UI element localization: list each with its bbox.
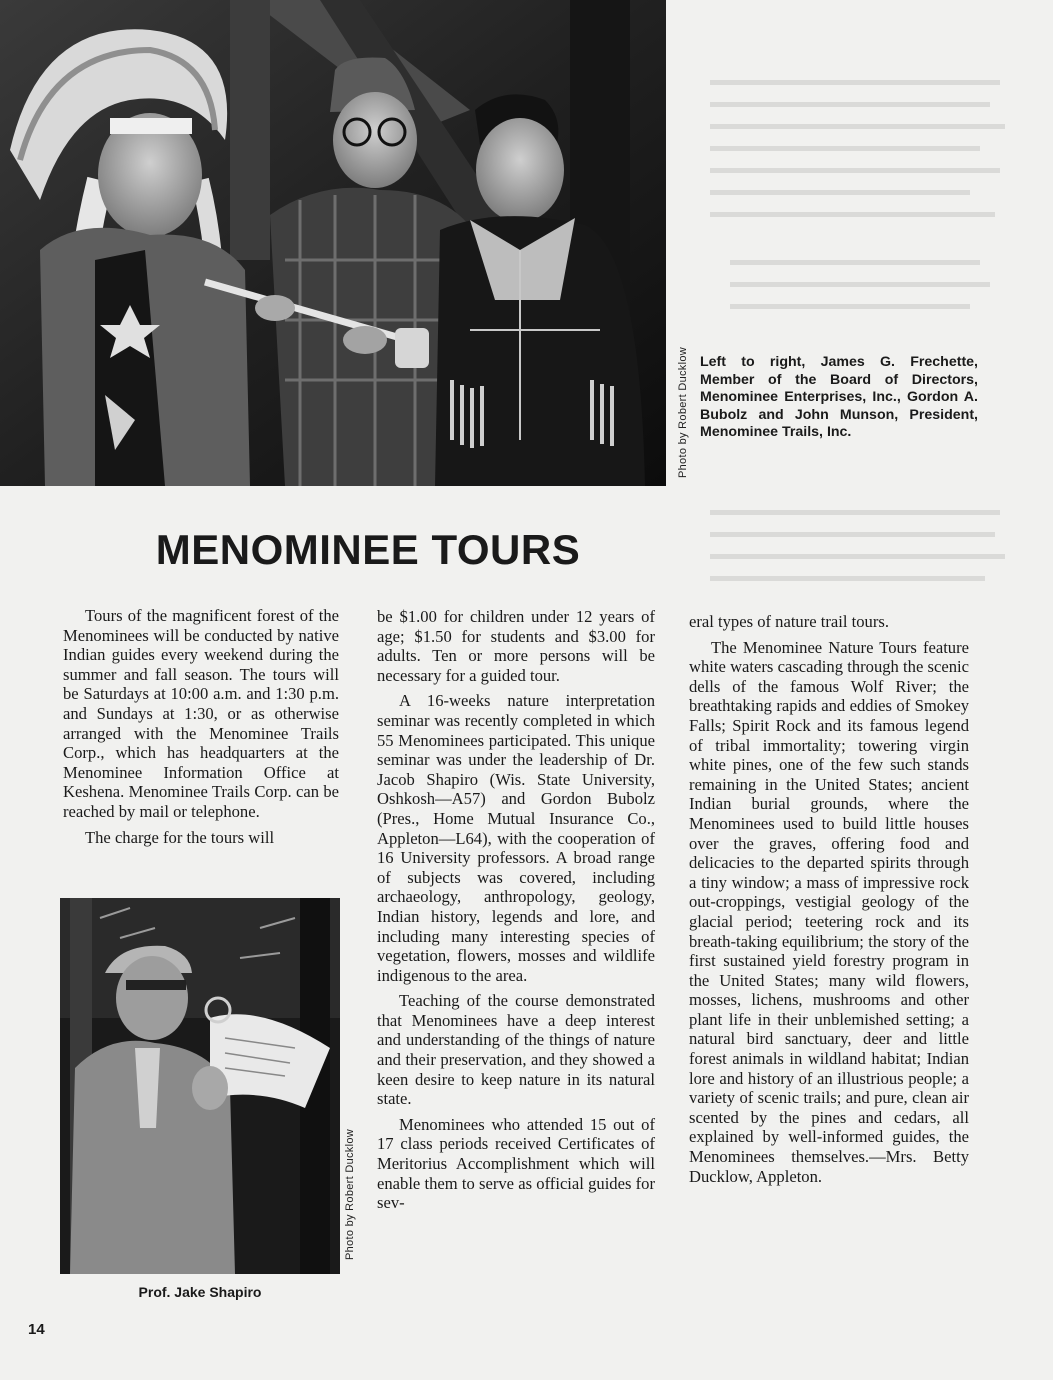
paragraph: Tours of the magnificent forest of the Menominees will be conducted by native Indian guides every weekend during the summer and fall season. The tours will be Saturdays at 10:00 a.m. and 1:30 p.m. and Sundays at 1:30, or as otherwise arranged with the Menominee Trails Corp., which has headquarters at the Menominee Information Office at Keshena. Menominee Trails Corp. can be reached by mail or telephone. — [63, 606, 339, 821]
article-column-2 — [377, 607, 655, 1219]
group-portrait-illustration — [0, 0, 666, 486]
paragraph: Menominees who attended 15 out of 17 class periods received Certificates of Meritorius Accomplishment which will enable them to serve as official guides for sev- — [377, 1114, 655, 1213]
paragraph: Teaching of the course demonstrated that Menominees have a deep interest and understanding of the things of nature and their preservation, and they showed a keen desire to keep nature in its natural state. — [377, 991, 655, 1109]
bottom-photo-caption: Prof. Jake Shapiro — [138, 1284, 262, 1300]
paragraph: be $1.00 for children under 12 years of age; $1.50 for students and $3.00 for adults. Ten or more persons will be necessary for a guided tour. — [377, 607, 655, 685]
bottom-photo — [60, 898, 340, 1274]
article-column-3 — [689, 612, 969, 1192]
paragraph: The charge for the tours will — [85, 827, 275, 847]
article-headline: MENOMINEE TOURS — [155, 526, 581, 573]
professor-portrait-illustration — [60, 898, 340, 1274]
paragraph: The Menominee Nature Tours feature white waters cascading through the scenic dells of the famous Wolf River; the breathtaking rapids and eddies of Smokey Falls; Spirit Rock and its famous legend of tribal immortality; towering virgin white pines, one of the few such stands remaining in the United States; ancient Indian burial grounds, where the Menominees used to build little houses over the graves, offering food and delicacies to the departed spirits through a tiny window; a mass of impressive rock out-croppings, vestigial geology of the glacial period; teetering rock and its breath-taking equilibrium; the story of the first sustained yield forestry program in the United States; many wild flowers, mosses, lichens, mushrooms and other plant life in their unblemished setting; a natural bird sanctuary, deer and little forest animals in wildland habitat; Indian lore and history of an illustrious people; a variety of scenic trails; and pure, clean air scented by the pines and cedars, all explained by well-informed guides, the Menominees themselves.—Mrs. Betty Ducklow, Appleton. — [689, 637, 969, 1186]
article-column-1 — [63, 606, 339, 853]
bleed-through-texture — [690, 70, 1020, 630]
top-photo — [0, 0, 666, 486]
top-photo-caption: Left to right, James G. Frechette, Member of the Board of Directors, Menominee Enterprises, Inc., Gordon A. Bubolz and John Munson, President, Menominee Trails, Inc. — [700, 354, 978, 440]
page-number: 14 — [28, 1321, 45, 1338]
bottom-photo-credit: Photo by Robert Ducklow — [344, 1128, 356, 1260]
paragraph: A 16-weeks nature interpretation seminar was recently completed in which 55 Menominees participated. This unique seminar was under the leadership of Dr. Jacob Shapiro (Wis. State University, Oshkosh—A57) and Gordon Bubolz (Pres., Home Mutual Insurance Co., Appleton—L64), with the cooperation of 16 University professors. A broad range of subjects was covered, including archaeology, anthropology, geology, Indian history, legends and lore, and including many interesting species of vegetation, flowers, mosses and wildlife indigenous to the area. — [377, 691, 655, 985]
top-photo-credit: Photo by Robert Ducklow — [677, 346, 689, 478]
paragraph: eral types of nature trail tours. — [689, 612, 889, 631]
